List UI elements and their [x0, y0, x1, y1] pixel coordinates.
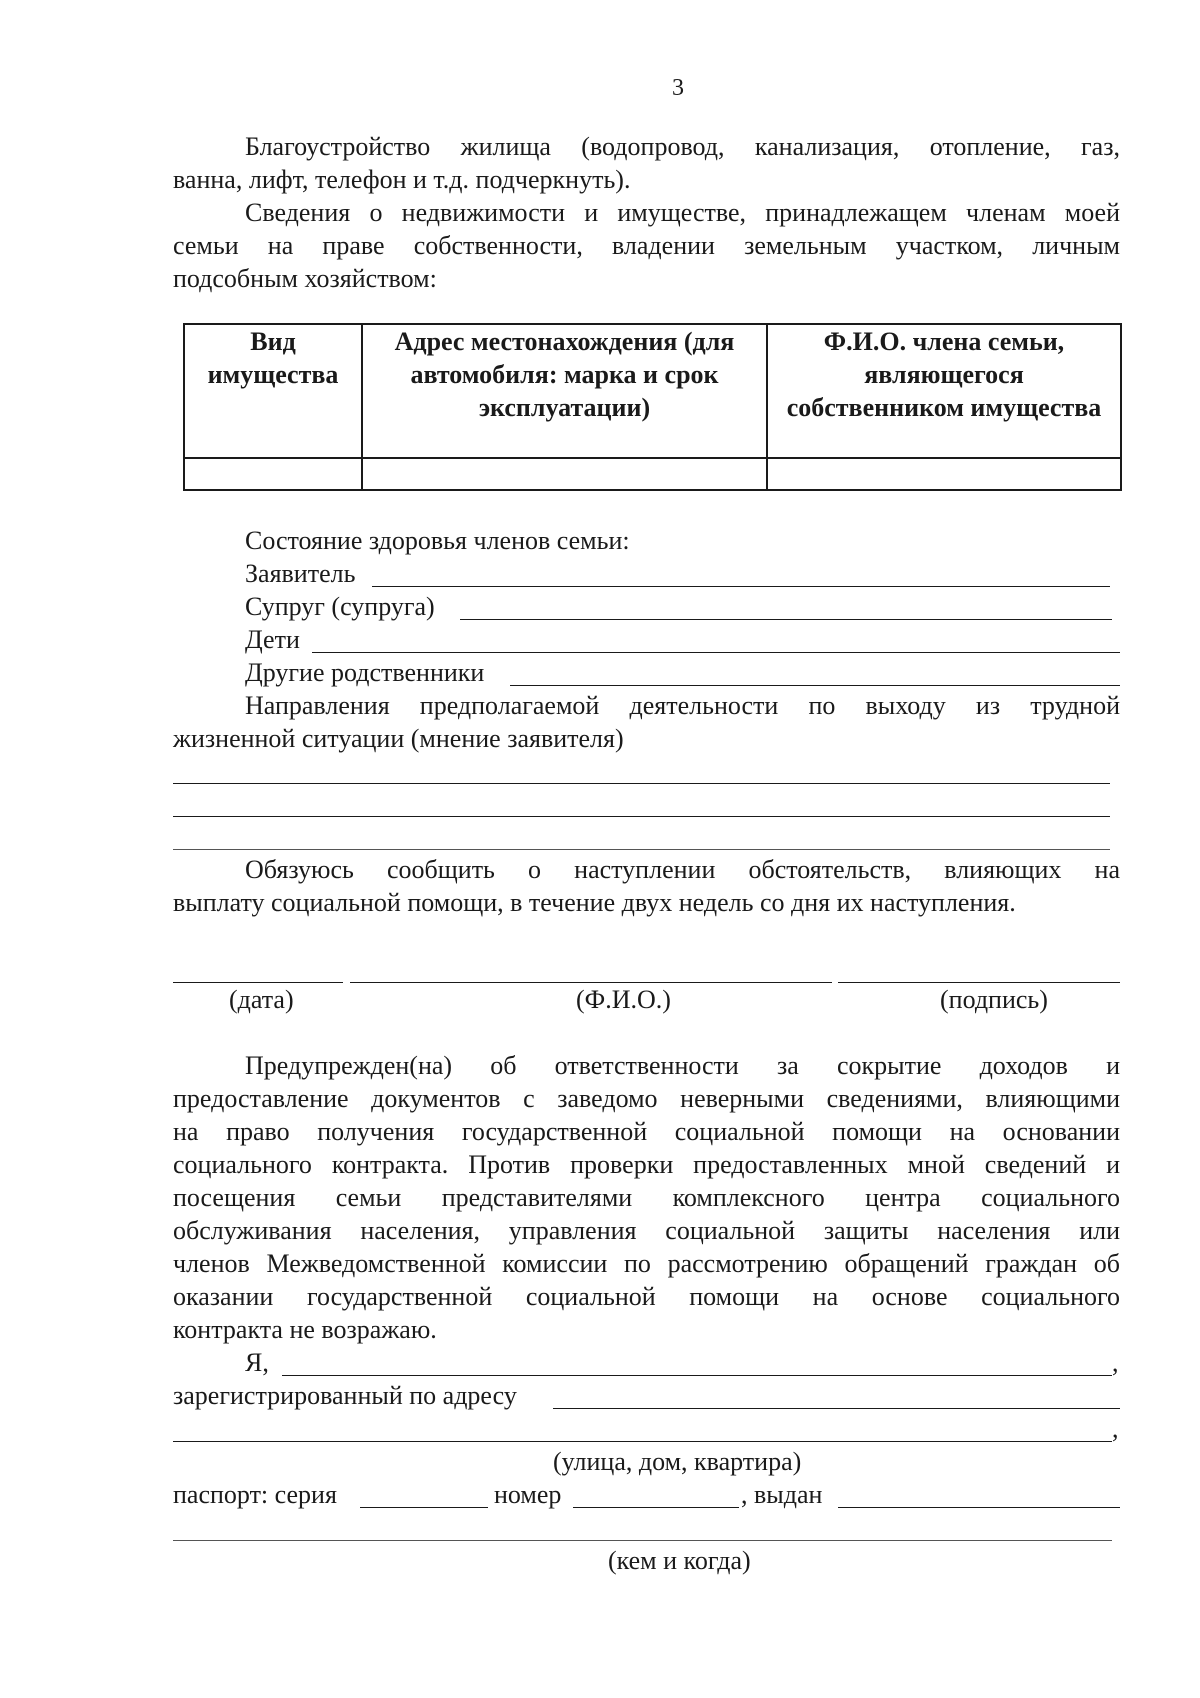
table-cell-property-address[interactable] — [362, 458, 767, 490]
passport-series-label: паспорт: серия — [173, 1480, 337, 1509]
header-owner-name: Ф.И.О. члена семьи, являющегося собственником имущества — [767, 324, 1121, 458]
obligation-text-line-2: выплату социальной помощи, в течение двух недель со дня их наступления. — [173, 888, 1016, 917]
passport-issuer-field[interactable] — [173, 1540, 1112, 1541]
warning-text-line-7: членов Межведомственной комиссии по рассмотрению обращений граждан об — [173, 1249, 1120, 1278]
i-label: Я, — [245, 1348, 269, 1377]
date-caption: (дата) — [229, 985, 294, 1014]
passport-issued-field[interactable] — [838, 1507, 1120, 1508]
passport-series-field[interactable] — [360, 1507, 488, 1508]
applicant-name-comma: , — [1112, 1348, 1119, 1377]
spouse-label: Супруг (супруга) — [245, 592, 435, 621]
table-cell-property-type[interactable] — [184, 458, 362, 490]
property-text-line-1: Сведения о недвижимости и имуществе, принадлежащем членам моей — [245, 198, 1120, 227]
relatives-label: Другие родственники — [245, 658, 485, 687]
children-health-field[interactable] — [312, 652, 1120, 653]
page-number: 3 — [672, 75, 684, 101]
warning-text-line-2: предоставление документов с заведомо неверными сведениями, влияющими — [173, 1084, 1120, 1113]
spouse-health-field[interactable] — [460, 619, 1112, 620]
amenities-text-line-2: ванна, лифт, телефон и т.д. подчеркнуть). — [173, 165, 631, 194]
header-property-address: Адрес местонахождения (для автомобиля: марка и срок эксплуатации) — [362, 324, 767, 458]
address-continuation-field[interactable] — [173, 1441, 1112, 1442]
table-header-row — [184, 324, 1121, 458]
warning-text-line-9: контракта не возражаю. — [173, 1315, 437, 1344]
full-name-caption: (Ф.И.О.) — [576, 985, 671, 1014]
amenities-text-line-1: Благоустройство жилища (водопровод, канализация, отопление, газ, — [245, 132, 1120, 161]
passport-number-label: номер — [494, 1480, 562, 1509]
relatives-health-field[interactable] — [510, 685, 1120, 686]
table-cell-owner-name[interactable] — [767, 458, 1121, 490]
warning-text-line-5: посещения семьи представителями комплексного центра социального — [173, 1183, 1120, 1212]
address-continuation-comma: , — [1112, 1414, 1119, 1443]
warning-text-line-8: оказании государственной социальной помощи на основе социального — [173, 1282, 1120, 1311]
applicant-label: Заявитель — [245, 559, 356, 588]
warning-text-line-4: социального контракта. Против проверки предоставленных мной сведений и — [173, 1150, 1120, 1179]
address-caption: (улица, дом, квартира) — [553, 1447, 802, 1476]
obligation-text-line-1: Обязуюсь сообщить о наступлении обстоятельств, влияющих на — [245, 855, 1120, 884]
directions-text-line-2: жизненной ситуации (мнение заявителя) — [173, 724, 624, 753]
applicant-health-field[interactable] — [372, 586, 1110, 587]
property-text-line-2: семьи на праве собственности, владении земельным участком, личным — [173, 231, 1120, 260]
directions-text-line-1: Направления предполагаемой деятельности по выходу из трудной — [245, 691, 1120, 720]
passport-issued-label: , выдан — [741, 1480, 823, 1509]
warning-text-line-1: Предупрежден(на) об ответственности за сокрытие доходов и — [245, 1051, 1120, 1080]
warning-text-line-6: обслуживания населения, управления социальной защиты населения или — [173, 1216, 1120, 1245]
directions-answer-line-1[interactable] — [173, 783, 1110, 784]
passport-number-field[interactable] — [573, 1507, 739, 1508]
health-title: Состояние здоровья членов семьи: — [245, 526, 630, 555]
property-table — [183, 323, 1122, 491]
warning-text-line-3: на право получения государственной социальной помощи на основании — [173, 1117, 1120, 1146]
property-text-line-3: подсобным хозяйством: — [173, 264, 437, 293]
directions-answer-line-2[interactable] — [173, 816, 1110, 817]
applicant-name-field[interactable] — [282, 1375, 1112, 1376]
table-row — [184, 458, 1121, 490]
signature-caption: (подпись) — [940, 985, 1048, 1014]
registered-address-field[interactable] — [553, 1408, 1120, 1409]
header-property-type: Вид имущества — [184, 324, 362, 458]
children-label: Дети — [245, 625, 300, 654]
registered-address-label: зарегистрированный по адресу — [173, 1381, 517, 1410]
directions-answer-line-3[interactable] — [173, 849, 1110, 850]
issued-caption: (кем и когда) — [608, 1546, 751, 1575]
